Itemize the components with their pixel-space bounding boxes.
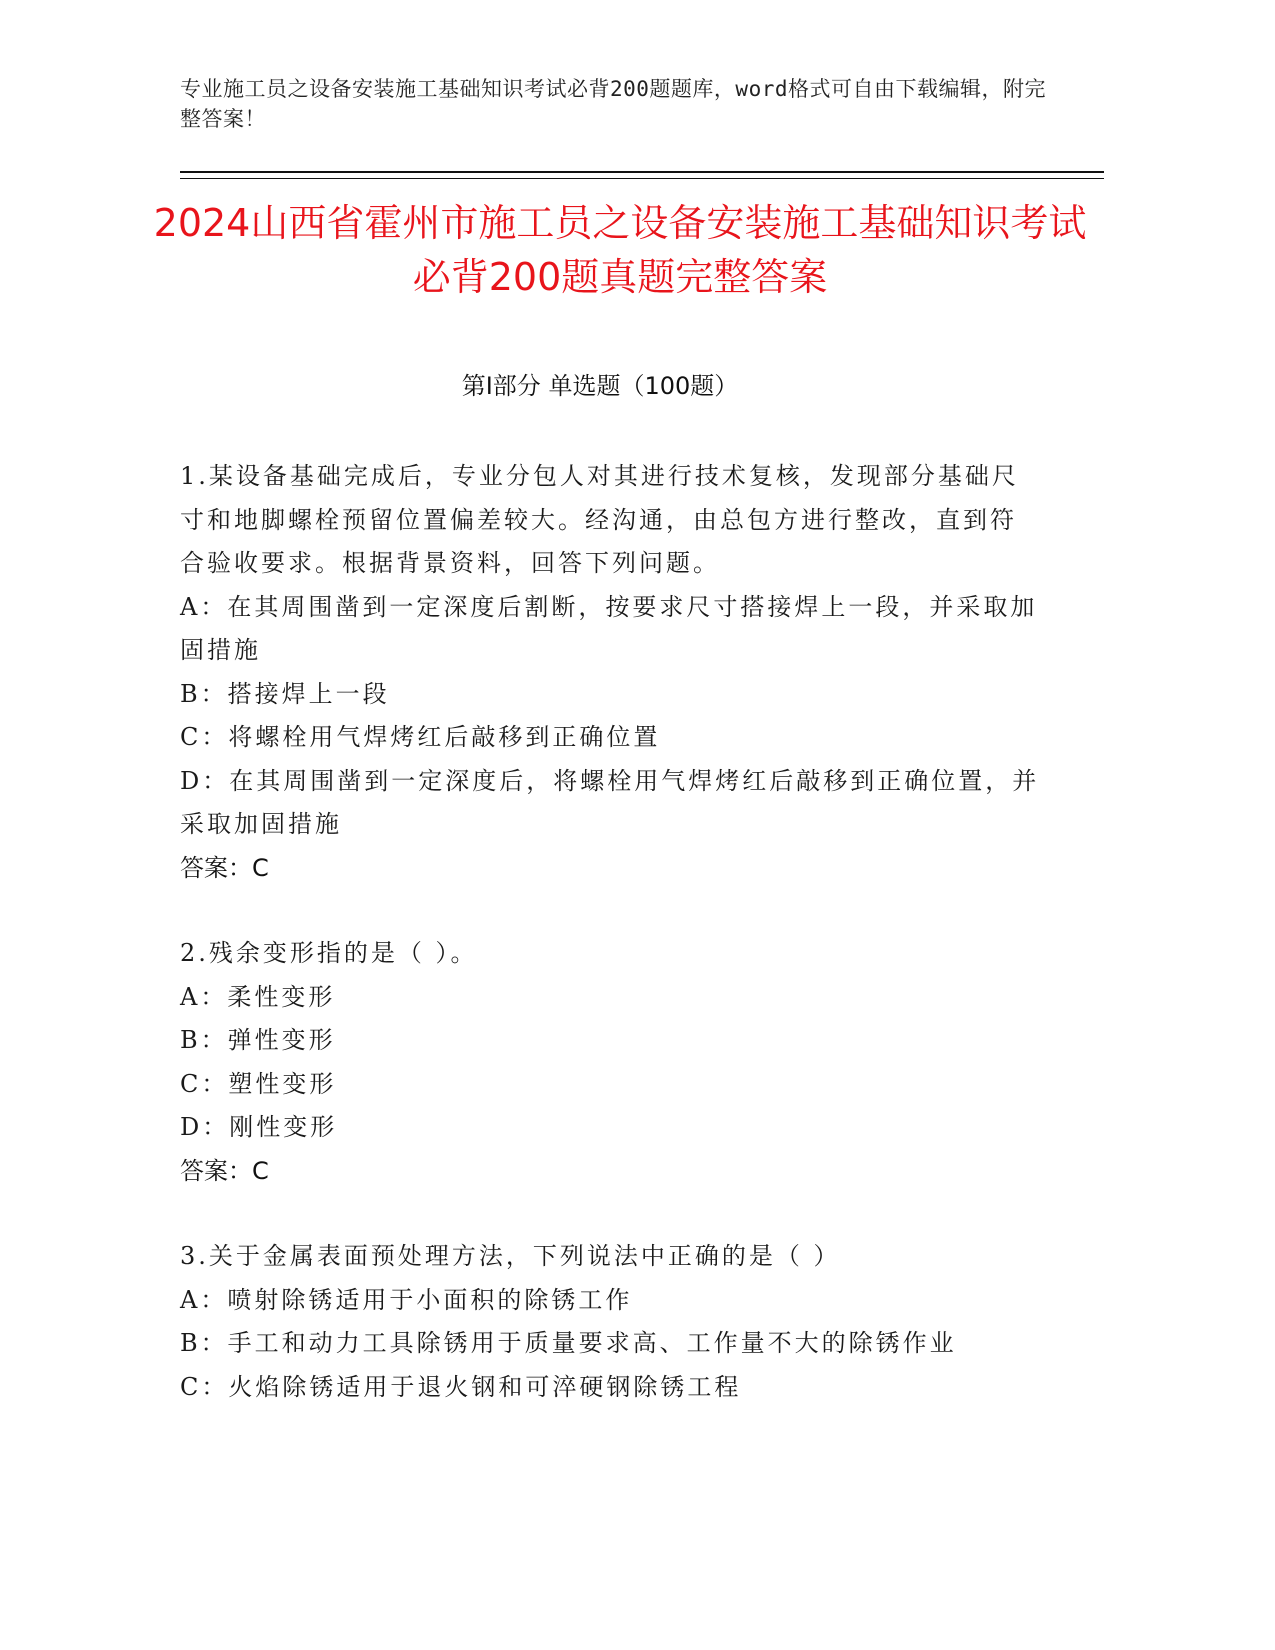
question-3 bbox=[180, 1235, 1040, 1409]
answer-line: 答案：C bbox=[180, 853, 269, 882]
question-stem: 2.残余变形指的是（ ）。 bbox=[180, 939, 478, 967]
question-2 bbox=[180, 932, 1040, 1193]
answer-line: 答案：C bbox=[180, 1156, 269, 1185]
header-divider-thin bbox=[180, 178, 1104, 179]
option-a: A：在其周围凿到一定深度后割断，按要求尺寸搭接焊上一段，并采取加固措施 bbox=[180, 592, 1038, 664]
option-b: B：搭接焊上一段 bbox=[180, 679, 390, 708]
question-stem: 3.关于金属表面预处理方法，下列说法中正确的是（ ） bbox=[180, 1242, 841, 1270]
option-d: D：刚性变形 bbox=[180, 1113, 338, 1141]
option-b: B：手工和动力工具除锈用于质量要求高、工作量不大的除锈作业 bbox=[180, 1329, 957, 1357]
option-b: B：弹性变形 bbox=[180, 1026, 336, 1054]
option-a: A：喷射除锈适用于小面积的除锈工作 bbox=[180, 1285, 633, 1314]
option-a: A：柔性变形 bbox=[180, 982, 336, 1011]
section-heading: 第Ⅰ部分 单选题（100题） bbox=[461, 372, 739, 400]
question-stem: 1.某设备基础完成后，专业分包人对其进行技术复核，发现部分基础尺寸和地脚螺栓预留位置偏差较大。经沟通，由总包方进行整改，直到符合验收要求。根据背景资料，回答下列问题。 bbox=[180, 462, 1019, 577]
header-note: 专业施工员之设备安装施工基础知识考试必背200题题库，word格式可自由下载编辑，附完整答案！ bbox=[180, 77, 1046, 131]
option-d: D：在其周围凿到一定深度后，将螺栓用气焊烤红后敲移到正确位置，并采取加固措施 bbox=[180, 766, 1040, 838]
header-divider-thick bbox=[180, 171, 1104, 173]
question-list bbox=[180, 455, 1040, 1451]
question-1 bbox=[180, 455, 1040, 890]
option-c: C：将螺栓用气焊烤红后敲移到正确位置 bbox=[180, 723, 661, 751]
document-title: 2024山西省霍州市施工员之设备安装施工基础知识考试必背200题真题完整答案 bbox=[153, 201, 1087, 299]
option-c: C：火焰除锈适用于退火钢和可淬硬钢除锈工程 bbox=[180, 1372, 742, 1401]
option-c: C：塑性变形 bbox=[180, 1069, 337, 1098]
